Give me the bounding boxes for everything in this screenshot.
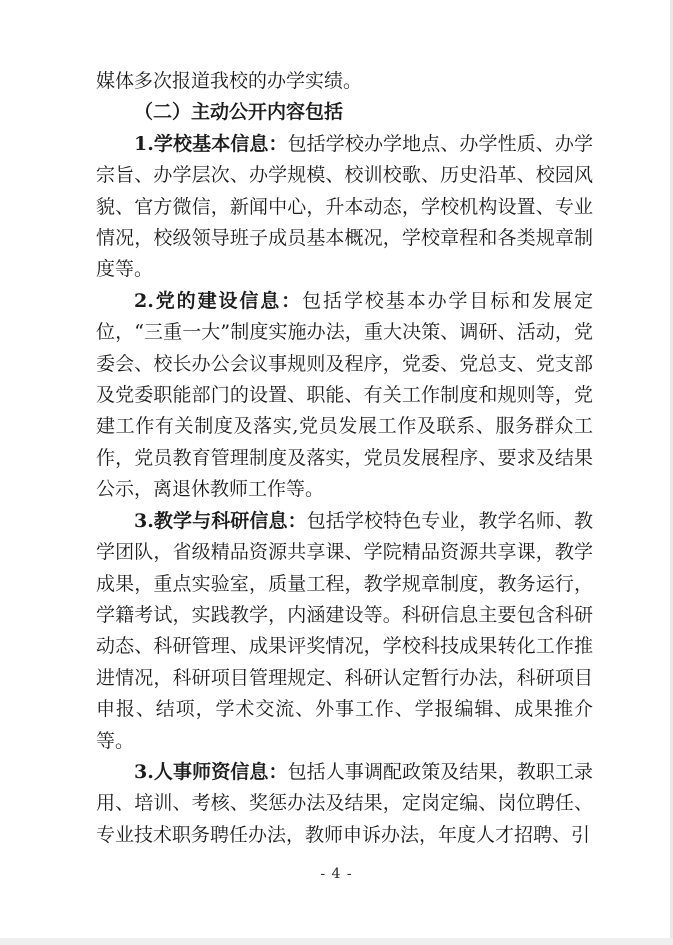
- section-heading: （二）主动公开内容包括: [134, 101, 344, 124]
- section-heading: 3.人事师资信息：: [134, 760, 288, 783]
- paragraph: [96, 129, 593, 286]
- body-text: 包括人事调配政策及结果，教职工录用、培训、考核、奖惩办法及结果，定岗定编、岗位聘任、专业技术职务聘任办法，教师申诉办法，年度人才招聘、引: [96, 760, 593, 846]
- section-heading: 3.教学与科研信息：: [134, 509, 307, 532]
- body-text: 包括学校办学地点、办学性质、办学宗旨、办学层次、办学规模、校训校歌、历史沿革、校园风貌、官方微信，新闻中心，升本动态，学校机构设置、专业情况，校级领导班子成员基本概况，学校章程和各类规章制度等。: [96, 132, 593, 281]
- body-text: 媒体多次报道我校的办学实绩。: [96, 70, 363, 92]
- body-text: 包括学校特色专业，教学名师、教学团队，省级精品资源共享课、学院精品资源共享课，教学成果，重点实验室，质量工程，教学规章制度，教务运行，学籍考试，实践教学，内涵建设等。科研信息主要包含科研动态、科研管理、成果评奖情况，学校科技成果转化工作推进情况，科研项目管理规定、科研认定暂行办法，科研项目申报、结项，学术交流、外事工作、学报编辑、成果推介等。: [96, 509, 593, 752]
- page-number: - 4 -: [320, 866, 353, 882]
- paragraph: [96, 506, 593, 757]
- paragraph: [96, 286, 593, 506]
- paragraph: [96, 97, 593, 128]
- paragraph: [96, 757, 593, 851]
- body-text: 包括学校基本办学目标和发展定位，“三重一大”制度实施办法，重大决策、调研、活动，党委会、校长办公会议事规则及程序，党委、党总支、党支部及党委职能部门的设置、职能、有关工作制度和规则等，党建工作有关制度及落实,党员发展工作及联系、服务群众工作，党员教育管理制度及落实，党员发展程序、要求及结果公示，离退休教师工作等。: [96, 289, 593, 501]
- paragraph: [96, 66, 593, 97]
- document-body: [96, 66, 593, 851]
- scan-edge-bottom: [0, 938, 673, 945]
- section-heading: 2.党的建设信息：: [134, 289, 303, 312]
- section-heading: 1.学校基本信息：: [134, 132, 288, 155]
